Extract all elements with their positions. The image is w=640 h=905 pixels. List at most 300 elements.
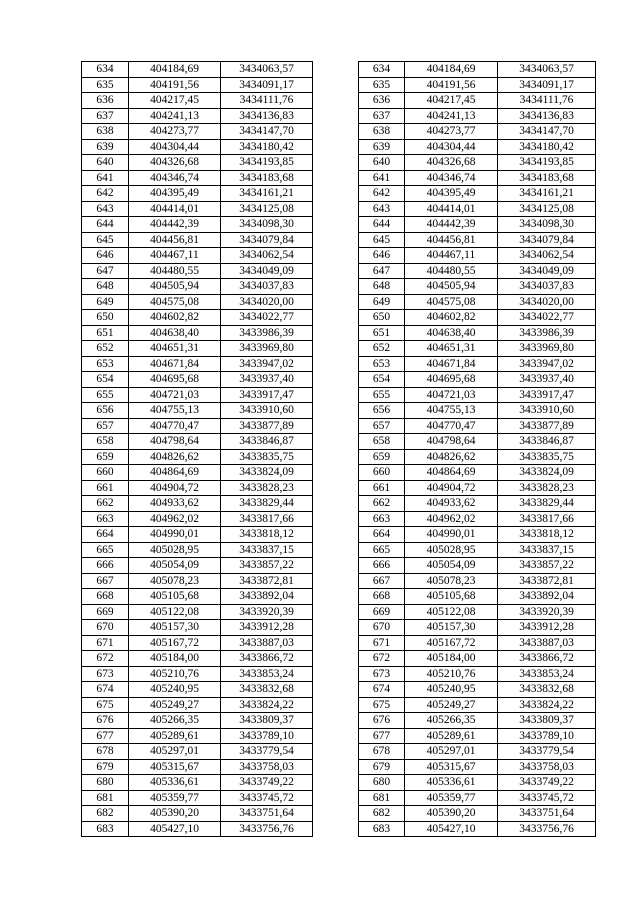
point-number-right: 677 xyxy=(359,728,405,744)
y-coordinate-right: 3434136,83 xyxy=(498,108,596,124)
y-coordinate-right: 3433809,37 xyxy=(498,713,596,729)
y-coordinate-right: 3434098,30 xyxy=(498,217,596,233)
y-coordinate-left: 3433789,10 xyxy=(221,728,313,744)
table-gap-cell xyxy=(313,465,359,481)
point-number-right: 634 xyxy=(359,62,405,78)
x-coordinate-right: 404442,39 xyxy=(405,217,498,233)
x-coordinate-left: 405289,61 xyxy=(129,728,221,744)
y-coordinate-left: 3434161,21 xyxy=(221,186,313,202)
point-number-right: 670 xyxy=(359,620,405,636)
x-coordinate-left: 404184,69 xyxy=(129,62,221,78)
point-number-left: 660 xyxy=(82,465,129,481)
point-number-left: 678 xyxy=(82,744,129,760)
x-coordinate-right: 404456,81 xyxy=(405,232,498,248)
y-coordinate-right: 3433917,47 xyxy=(498,387,596,403)
table-row xyxy=(82,697,596,713)
y-coordinate-left: 3433837,15 xyxy=(221,542,313,558)
x-coordinate-left: 404273,77 xyxy=(129,124,221,140)
x-coordinate-left: 404414,01 xyxy=(129,201,221,217)
y-coordinate-left: 3433824,22 xyxy=(221,697,313,713)
y-coordinate-left: 3433809,37 xyxy=(221,713,313,729)
table-gap-cell xyxy=(313,558,359,574)
x-coordinate-left: 404575,08 xyxy=(129,294,221,310)
point-number-left: 674 xyxy=(82,682,129,698)
y-coordinate-left: 3434037,83 xyxy=(221,279,313,295)
y-coordinate-left: 3433910,60 xyxy=(221,403,313,419)
point-number-left: 679 xyxy=(82,759,129,775)
y-coordinate-right: 3433824,22 xyxy=(498,697,596,713)
x-coordinate-right: 404671,84 xyxy=(405,356,498,372)
point-number-right: 659 xyxy=(359,449,405,465)
y-coordinate-right: 3433749,22 xyxy=(498,775,596,791)
x-coordinate-left: 404505,94 xyxy=(129,279,221,295)
x-coordinate-left: 405390,20 xyxy=(129,806,221,822)
point-number-left: 658 xyxy=(82,434,129,450)
table-row xyxy=(82,465,596,481)
x-coordinate-right: 404414,01 xyxy=(405,201,498,217)
y-coordinate-left: 3433756,76 xyxy=(221,821,313,837)
point-number-right: 676 xyxy=(359,713,405,729)
table-gap-cell xyxy=(313,387,359,403)
point-number-left: 675 xyxy=(82,697,129,713)
x-coordinate-right: 405289,61 xyxy=(405,728,498,744)
y-coordinate-left: 3434063,57 xyxy=(221,62,313,78)
point-number-left: 677 xyxy=(82,728,129,744)
x-coordinate-left: 405427,10 xyxy=(129,821,221,837)
point-number-right: 651 xyxy=(359,325,405,341)
x-coordinate-right: 404755,13 xyxy=(405,403,498,419)
x-coordinate-left: 405078,23 xyxy=(129,573,221,589)
point-number-right: 642 xyxy=(359,186,405,202)
x-coordinate-right: 404395,49 xyxy=(405,186,498,202)
y-coordinate-right: 3433818,12 xyxy=(498,527,596,543)
x-coordinate-right: 404304,44 xyxy=(405,139,498,155)
x-coordinate-right: 404191,56 xyxy=(405,77,498,93)
point-number-right: 679 xyxy=(359,759,405,775)
y-coordinate-left: 3433920,39 xyxy=(221,604,313,620)
y-coordinate-right: 3434180,42 xyxy=(498,139,596,155)
table-row xyxy=(82,294,596,310)
table-gap-cell xyxy=(313,93,359,109)
y-coordinate-left: 3433751,64 xyxy=(221,806,313,822)
y-coordinate-right: 3433969,80 xyxy=(498,341,596,357)
x-coordinate-right: 404638,40 xyxy=(405,325,498,341)
point-number-left: 680 xyxy=(82,775,129,791)
point-number-right: 663 xyxy=(359,511,405,527)
table-row xyxy=(82,341,596,357)
x-coordinate-right: 404721,03 xyxy=(405,387,498,403)
table-row xyxy=(82,620,596,636)
y-coordinate-left: 3433892,04 xyxy=(221,589,313,605)
y-coordinate-right: 3433853,24 xyxy=(498,666,596,682)
table-gap-cell xyxy=(313,651,359,667)
table-gap-cell xyxy=(313,573,359,589)
x-coordinate-right: 404575,08 xyxy=(405,294,498,310)
table-row xyxy=(82,821,596,837)
y-coordinate-right: 3434062,54 xyxy=(498,248,596,264)
table-row xyxy=(82,604,596,620)
point-number-right: 644 xyxy=(359,217,405,233)
table-gap-cell xyxy=(313,775,359,791)
x-coordinate-left: 405240,95 xyxy=(129,682,221,698)
point-number-right: 681 xyxy=(359,790,405,806)
x-coordinate-right: 405297,01 xyxy=(405,744,498,760)
table-gap-cell xyxy=(313,790,359,806)
y-coordinate-right: 3433758,03 xyxy=(498,759,596,775)
y-coordinate-left: 3434136,83 xyxy=(221,108,313,124)
y-coordinate-left: 3433857,22 xyxy=(221,558,313,574)
point-number-left: 666 xyxy=(82,558,129,574)
point-number-right: 669 xyxy=(359,604,405,620)
point-number-right: 657 xyxy=(359,418,405,434)
point-number-left: 676 xyxy=(82,713,129,729)
table-row xyxy=(82,527,596,543)
table-gap-cell xyxy=(313,620,359,636)
point-number-left: 669 xyxy=(82,604,129,620)
point-number-right: 655 xyxy=(359,387,405,403)
x-coordinate-left: 404304,44 xyxy=(129,139,221,155)
point-number-left: 651 xyxy=(82,325,129,341)
x-coordinate-left: 405210,76 xyxy=(129,666,221,682)
y-coordinate-right: 3433877,89 xyxy=(498,418,596,434)
point-number-right: 666 xyxy=(359,558,405,574)
y-coordinate-left: 3433872,81 xyxy=(221,573,313,589)
point-number-left: 673 xyxy=(82,666,129,682)
point-number-left: 671 xyxy=(82,635,129,651)
point-number-right: 641 xyxy=(359,170,405,186)
x-coordinate-left: 404671,84 xyxy=(129,356,221,372)
y-coordinate-left: 3433866,72 xyxy=(221,651,313,667)
y-coordinate-right: 3434111,76 xyxy=(498,93,596,109)
y-coordinate-left: 3433917,47 xyxy=(221,387,313,403)
point-number-left: 642 xyxy=(82,186,129,202)
y-coordinate-right: 3433829,44 xyxy=(498,496,596,512)
point-number-right: 672 xyxy=(359,651,405,667)
y-coordinate-left: 3433749,22 xyxy=(221,775,313,791)
x-coordinate-right: 405122,08 xyxy=(405,604,498,620)
table-row xyxy=(82,201,596,217)
table-gap-cell xyxy=(313,108,359,124)
y-coordinate-right: 3433789,10 xyxy=(498,728,596,744)
y-coordinate-right: 3433920,39 xyxy=(498,604,596,620)
point-number-right: 658 xyxy=(359,434,405,450)
point-number-left: 646 xyxy=(82,248,129,264)
point-number-right: 643 xyxy=(359,201,405,217)
y-coordinate-left: 3434091,17 xyxy=(221,77,313,93)
y-coordinate-right: 3434037,83 xyxy=(498,279,596,295)
table-row xyxy=(82,108,596,124)
point-number-left: 648 xyxy=(82,279,129,295)
y-coordinate-right: 3434049,09 xyxy=(498,263,596,279)
y-coordinate-right: 3434161,21 xyxy=(498,186,596,202)
y-coordinate-right: 3434022,77 xyxy=(498,310,596,326)
x-coordinate-left: 405266,35 xyxy=(129,713,221,729)
table-row xyxy=(82,434,596,450)
y-coordinate-left: 3434193,85 xyxy=(221,155,313,171)
table-row xyxy=(82,589,596,605)
y-coordinate-right: 3433947,02 xyxy=(498,356,596,372)
y-coordinate-left: 3433887,03 xyxy=(221,635,313,651)
x-coordinate-left: 404695,68 xyxy=(129,372,221,388)
y-coordinate-right: 3433937,40 xyxy=(498,372,596,388)
x-coordinate-left: 404826,62 xyxy=(129,449,221,465)
x-coordinate-left: 404395,49 xyxy=(129,186,221,202)
x-coordinate-right: 405427,10 xyxy=(405,821,498,837)
y-coordinate-right: 3433910,60 xyxy=(498,403,596,419)
y-coordinate-right: 3433866,72 xyxy=(498,651,596,667)
point-number-left: 662 xyxy=(82,496,129,512)
point-number-right: 656 xyxy=(359,403,405,419)
table-row xyxy=(82,139,596,155)
y-coordinate-right: 3433892,04 xyxy=(498,589,596,605)
point-number-right: 671 xyxy=(359,635,405,651)
x-coordinate-right: 405249,27 xyxy=(405,697,498,713)
y-coordinate-left: 3434111,76 xyxy=(221,93,313,109)
x-coordinate-right: 404273,77 xyxy=(405,124,498,140)
x-coordinate-right: 404651,31 xyxy=(405,341,498,357)
table-row xyxy=(82,155,596,171)
point-number-right: 637 xyxy=(359,108,405,124)
point-number-left: 649 xyxy=(82,294,129,310)
y-coordinate-right: 3434147,70 xyxy=(498,124,596,140)
y-coordinate-left: 3433947,02 xyxy=(221,356,313,372)
y-coordinate-right: 3433872,81 xyxy=(498,573,596,589)
table-row xyxy=(82,325,596,341)
point-number-left: 643 xyxy=(82,201,129,217)
y-coordinate-left: 3433818,12 xyxy=(221,527,313,543)
x-coordinate-left: 404962,02 xyxy=(129,511,221,527)
table-gap-cell xyxy=(313,124,359,140)
x-coordinate-right: 405336,61 xyxy=(405,775,498,791)
y-coordinate-left: 3433758,03 xyxy=(221,759,313,775)
point-number-left: 652 xyxy=(82,341,129,357)
table-row xyxy=(82,217,596,233)
table-gap-cell xyxy=(313,744,359,760)
table-row xyxy=(82,387,596,403)
x-coordinate-right: 404480,55 xyxy=(405,263,498,279)
y-coordinate-left: 3433824,09 xyxy=(221,465,313,481)
table-row xyxy=(82,511,596,527)
y-coordinate-left: 3433832,68 xyxy=(221,682,313,698)
table-gap-cell xyxy=(313,186,359,202)
point-number-right: 639 xyxy=(359,139,405,155)
y-coordinate-right: 3433828,23 xyxy=(498,480,596,496)
table-gap-cell xyxy=(313,480,359,496)
y-coordinate-left: 3433912,28 xyxy=(221,620,313,636)
table-gap-cell xyxy=(313,310,359,326)
x-coordinate-left: 404770,47 xyxy=(129,418,221,434)
point-number-right: 680 xyxy=(359,775,405,791)
table-gap-cell xyxy=(313,418,359,434)
x-coordinate-right: 405105,68 xyxy=(405,589,498,605)
y-coordinate-left: 3433986,39 xyxy=(221,325,313,341)
table-row xyxy=(82,775,596,791)
x-coordinate-left: 404191,56 xyxy=(129,77,221,93)
table-gap-cell xyxy=(313,496,359,512)
point-number-right: 662 xyxy=(359,496,405,512)
y-coordinate-left: 3433835,75 xyxy=(221,449,313,465)
x-coordinate-right: 404346,74 xyxy=(405,170,498,186)
x-coordinate-right: 404241,13 xyxy=(405,108,498,124)
table-gap-cell xyxy=(313,759,359,775)
x-coordinate-left: 404467,11 xyxy=(129,248,221,264)
x-coordinate-left: 405105,68 xyxy=(129,589,221,605)
table-gap-cell xyxy=(313,356,359,372)
point-number-left: 639 xyxy=(82,139,129,155)
x-coordinate-right: 405167,72 xyxy=(405,635,498,651)
x-coordinate-left: 404326,68 xyxy=(129,155,221,171)
table-row xyxy=(82,279,596,295)
point-number-left: 661 xyxy=(82,480,129,496)
table-gap-cell xyxy=(313,325,359,341)
y-coordinate-right: 3433779,54 xyxy=(498,744,596,760)
table-row xyxy=(82,418,596,434)
y-coordinate-right: 3433857,22 xyxy=(498,558,596,574)
table-gap-cell xyxy=(313,279,359,295)
point-number-left: 672 xyxy=(82,651,129,667)
table-row xyxy=(82,93,596,109)
y-coordinate-left: 3434020,00 xyxy=(221,294,313,310)
x-coordinate-right: 405184,00 xyxy=(405,651,498,667)
x-coordinate-left: 405249,27 xyxy=(129,697,221,713)
point-number-right: 645 xyxy=(359,232,405,248)
table-gap-cell xyxy=(313,170,359,186)
x-coordinate-right: 404505,94 xyxy=(405,279,498,295)
x-coordinate-right: 405390,20 xyxy=(405,806,498,822)
point-number-right: 673 xyxy=(359,666,405,682)
table-gap-cell xyxy=(313,341,359,357)
table-row xyxy=(82,186,596,202)
x-coordinate-right: 404904,72 xyxy=(405,480,498,496)
x-coordinate-right: 404990,01 xyxy=(405,527,498,543)
table-gap-cell xyxy=(313,62,359,78)
y-coordinate-left: 3434022,77 xyxy=(221,310,313,326)
table-gap-cell xyxy=(313,682,359,698)
y-coordinate-left: 3434183,68 xyxy=(221,170,313,186)
table-row xyxy=(82,480,596,496)
table-row xyxy=(82,573,596,589)
y-coordinate-left: 3433937,40 xyxy=(221,372,313,388)
x-coordinate-right: 405240,95 xyxy=(405,682,498,698)
y-coordinate-left: 3433828,23 xyxy=(221,480,313,496)
point-number-left: 636 xyxy=(82,93,129,109)
y-coordinate-right: 3433835,75 xyxy=(498,449,596,465)
table-gap-cell xyxy=(313,821,359,837)
table-row xyxy=(82,682,596,698)
x-coordinate-left: 405122,08 xyxy=(129,604,221,620)
point-number-right: 646 xyxy=(359,248,405,264)
x-coordinate-right: 404798,64 xyxy=(405,434,498,450)
x-coordinate-right: 405157,30 xyxy=(405,620,498,636)
y-coordinate-right: 3434125,08 xyxy=(498,201,596,217)
point-number-right: 683 xyxy=(359,821,405,837)
point-number-right: 675 xyxy=(359,697,405,713)
point-number-right: 650 xyxy=(359,310,405,326)
x-coordinate-left: 404990,01 xyxy=(129,527,221,543)
table-row xyxy=(82,790,596,806)
point-number-right: 647 xyxy=(359,263,405,279)
table-row xyxy=(82,558,596,574)
x-coordinate-left: 405184,00 xyxy=(129,651,221,667)
y-coordinate-left: 3433969,80 xyxy=(221,341,313,357)
point-number-right: 664 xyxy=(359,527,405,543)
x-coordinate-right: 404326,68 xyxy=(405,155,498,171)
y-coordinate-left: 3434098,30 xyxy=(221,217,313,233)
point-number-left: 665 xyxy=(82,542,129,558)
point-number-right: 668 xyxy=(359,589,405,605)
point-number-left: 654 xyxy=(82,372,129,388)
point-number-right: 678 xyxy=(359,744,405,760)
y-coordinate-right: 3433986,39 xyxy=(498,325,596,341)
x-coordinate-left: 404904,72 xyxy=(129,480,221,496)
table-row xyxy=(82,62,596,78)
point-number-left: 683 xyxy=(82,821,129,837)
y-coordinate-right: 3434079,84 xyxy=(498,232,596,248)
point-number-right: 682 xyxy=(359,806,405,822)
table-row xyxy=(82,759,596,775)
point-number-right: 653 xyxy=(359,356,405,372)
y-coordinate-right: 3434091,17 xyxy=(498,77,596,93)
point-number-left: 659 xyxy=(82,449,129,465)
x-coordinate-right: 405028,95 xyxy=(405,542,498,558)
x-coordinate-left: 404864,69 xyxy=(129,465,221,481)
point-number-left: 670 xyxy=(82,620,129,636)
table-row xyxy=(82,449,596,465)
table-gap-cell xyxy=(313,666,359,682)
table-row xyxy=(82,248,596,264)
x-coordinate-left: 404602,82 xyxy=(129,310,221,326)
x-coordinate-right: 405359,77 xyxy=(405,790,498,806)
point-number-left: 667 xyxy=(82,573,129,589)
y-coordinate-right: 3433912,28 xyxy=(498,620,596,636)
y-coordinate-left: 3433817,66 xyxy=(221,511,313,527)
x-coordinate-right: 404962,02 xyxy=(405,511,498,527)
x-coordinate-right: 405054,09 xyxy=(405,558,498,574)
table-gap-cell xyxy=(313,263,359,279)
y-coordinate-left: 3434079,84 xyxy=(221,232,313,248)
x-coordinate-left: 404217,45 xyxy=(129,93,221,109)
table-gap-cell xyxy=(313,372,359,388)
table-row xyxy=(82,77,596,93)
point-number-right: 649 xyxy=(359,294,405,310)
table-row xyxy=(82,124,596,140)
point-number-left: 638 xyxy=(82,124,129,140)
x-coordinate-left: 405028,95 xyxy=(129,542,221,558)
point-number-right: 636 xyxy=(359,93,405,109)
x-coordinate-right: 404695,68 xyxy=(405,372,498,388)
x-coordinate-right: 404933,62 xyxy=(405,496,498,512)
y-coordinate-right: 3434063,57 xyxy=(498,62,596,78)
point-number-left: 644 xyxy=(82,217,129,233)
table-gap-cell xyxy=(313,604,359,620)
table-gap-cell xyxy=(313,232,359,248)
table-gap-cell xyxy=(313,201,359,217)
point-number-left: 653 xyxy=(82,356,129,372)
table-gap-cell xyxy=(313,139,359,155)
table-row xyxy=(82,403,596,419)
y-coordinate-left: 3433877,89 xyxy=(221,418,313,434)
table-gap-cell xyxy=(313,697,359,713)
x-coordinate-right: 404602,82 xyxy=(405,310,498,326)
point-number-right: 661 xyxy=(359,480,405,496)
table-row xyxy=(82,310,596,326)
table-gap-cell xyxy=(313,589,359,605)
point-number-left: 645 xyxy=(82,232,129,248)
x-coordinate-left: 405054,09 xyxy=(129,558,221,574)
y-coordinate-right: 3433887,03 xyxy=(498,635,596,651)
x-coordinate-right: 404184,69 xyxy=(405,62,498,78)
x-coordinate-left: 405315,67 xyxy=(129,759,221,775)
